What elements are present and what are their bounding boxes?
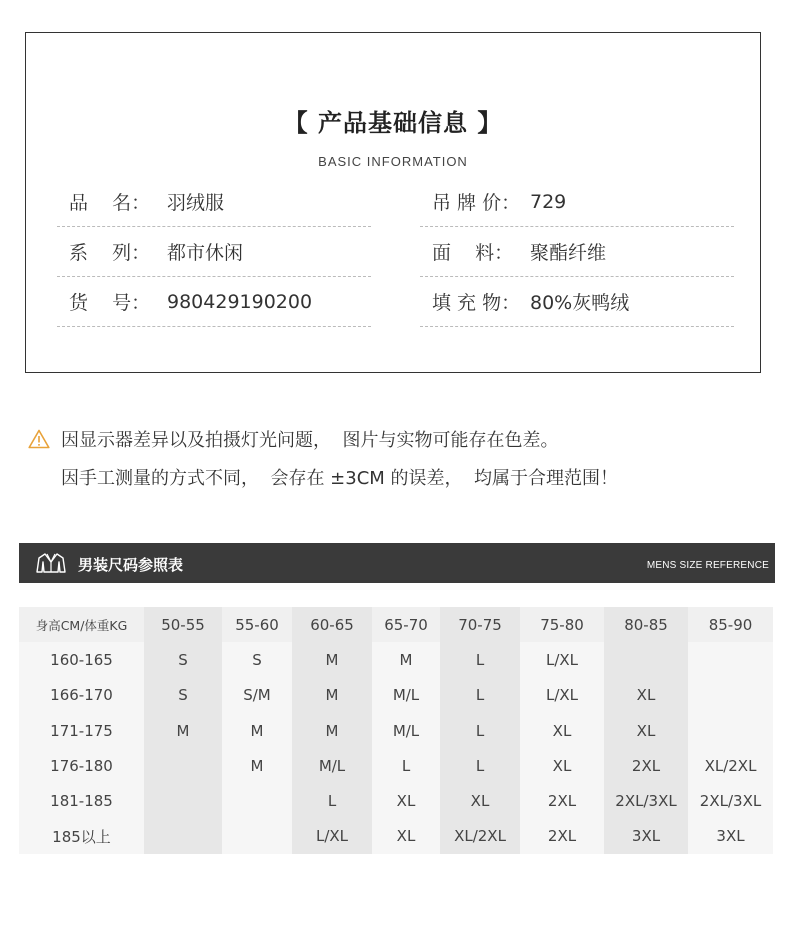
- size-cell: S: [144, 678, 222, 713]
- height-cell: 166-170: [19, 678, 144, 713]
- table-row: [19, 819, 773, 854]
- weight-header: 80-85: [604, 607, 688, 642]
- info-subtitle: BASIC INFORMATION: [318, 154, 468, 169]
- weight-header: 70-75: [440, 607, 520, 642]
- size-cell: 2XL/3XL: [604, 783, 688, 818]
- size-cell: S: [144, 642, 222, 677]
- weight-header: 60-65: [292, 607, 372, 642]
- weight-header: 50-55: [144, 607, 222, 642]
- table-row: [19, 713, 773, 748]
- size-cell: L: [440, 748, 520, 783]
- info-title: 【 产品基础信息 】: [283, 109, 503, 137]
- size-cell: 3XL: [688, 819, 773, 854]
- size-chart-table: [19, 607, 773, 854]
- size-cell: XL: [440, 783, 520, 818]
- size-cell: L: [292, 783, 372, 818]
- size-cell: [144, 748, 222, 783]
- size-cell: M/L: [292, 748, 372, 783]
- size-chart-title: 男装尺码参照表: [78, 556, 184, 574]
- weight-header: 65-70: [372, 607, 440, 642]
- table-row: [19, 783, 773, 818]
- size-cell: L/XL: [520, 678, 604, 713]
- info-value: 聚酯纤维: [530, 242, 607, 264]
- warning-triangle-icon: [28, 429, 50, 449]
- size-cell: [222, 819, 292, 854]
- height-cell: 185以上: [19, 819, 144, 854]
- size-cell: M: [372, 642, 440, 677]
- info-value: 980429190200: [167, 290, 313, 313]
- size-cell: M: [292, 713, 372, 748]
- size-cell: [604, 642, 688, 677]
- size-cell: L: [440, 642, 520, 677]
- size-cell: M/L: [372, 713, 440, 748]
- notice-line-1: [28, 420, 618, 458]
- info-label: 品 名：: [69, 192, 151, 214]
- height-cell: 181-185: [19, 783, 144, 818]
- corner-header: 身高CM/体重KG: [19, 607, 144, 642]
- info-label: 系 列：: [69, 242, 151, 264]
- info-row: [57, 277, 371, 327]
- basic-info-panel: [25, 32, 761, 373]
- size-cell: XL/2XL: [688, 748, 773, 783]
- notice-text: 因显示器差异以及拍摄灯光问题， 图片与实物可能存在色差。: [61, 430, 559, 451]
- size-cell: S/M: [222, 678, 292, 713]
- size-cell: L/XL: [520, 642, 604, 677]
- info-column-left: [57, 177, 371, 327]
- notice-text: 因手工测量的方式不同， 会存在 ±3CM 的误差， 均属于合理范围！: [61, 468, 618, 489]
- size-cell: XL: [372, 819, 440, 854]
- size-cell: 3XL: [604, 819, 688, 854]
- size-cell: XL: [604, 713, 688, 748]
- size-cell: 2XL: [520, 819, 604, 854]
- info-value: 80%灰鸭绒: [530, 292, 630, 314]
- size-cell: L: [372, 748, 440, 783]
- size-cell: M/L: [372, 678, 440, 713]
- info-label: 填 充 物：: [432, 292, 521, 314]
- info-row: [57, 227, 371, 277]
- table-row: [19, 642, 773, 677]
- info-row: [57, 177, 371, 227]
- size-cell: XL: [372, 783, 440, 818]
- notice-line-2: [28, 458, 618, 496]
- size-cell: XL: [520, 713, 604, 748]
- size-cell: [222, 783, 292, 818]
- size-cell: M: [222, 748, 292, 783]
- size-cell: 2XL: [604, 748, 688, 783]
- info-row: [420, 227, 734, 277]
- height-cell: 176-180: [19, 748, 144, 783]
- table-row: [19, 748, 773, 783]
- size-cell: XL: [520, 748, 604, 783]
- info-label: 吊 牌 价：: [432, 192, 521, 214]
- height-cell: 160-165: [19, 642, 144, 677]
- size-cell: M: [292, 678, 372, 713]
- size-cell: XL: [604, 678, 688, 713]
- size-chart-subtitle: MENS SIZE REFERENCE: [646, 560, 769, 571]
- size-cell: [144, 819, 222, 854]
- info-row: [420, 277, 734, 327]
- weight-header: 55-60: [222, 607, 292, 642]
- weight-header: 75-80: [520, 607, 604, 642]
- size-cell: XL/2XL: [440, 819, 520, 854]
- info-row: [420, 177, 734, 227]
- size-cell: M: [222, 713, 292, 748]
- size-chart-header: [19, 543, 775, 583]
- info-value: 都市休闲: [167, 242, 244, 264]
- info-label: 货 号：: [69, 292, 151, 314]
- size-cell: [688, 642, 773, 677]
- size-cell: [144, 783, 222, 818]
- size-cell: [688, 713, 773, 748]
- notice: [28, 420, 618, 496]
- weight-header: 85-90: [688, 607, 773, 642]
- info-column-right: [420, 177, 734, 327]
- size-cell: L: [440, 713, 520, 748]
- info-label: 面 料：: [432, 242, 514, 264]
- size-cell: L: [440, 678, 520, 713]
- jacket-logo-icon: [36, 552, 66, 574]
- size-table-header-row: [19, 607, 773, 642]
- size-cell: 2XL: [520, 783, 604, 818]
- table-row: [19, 678, 773, 713]
- size-cell: 2XL/3XL: [688, 783, 773, 818]
- info-value: 729: [530, 190, 567, 213]
- height-cell: 171-175: [19, 713, 144, 748]
- info-value: 羽绒服: [167, 192, 225, 214]
- size-cell: [688, 678, 773, 713]
- size-cell: L/XL: [292, 819, 372, 854]
- size-cell: S: [222, 642, 292, 677]
- size-cell: M: [292, 642, 372, 677]
- size-cell: M: [144, 713, 222, 748]
